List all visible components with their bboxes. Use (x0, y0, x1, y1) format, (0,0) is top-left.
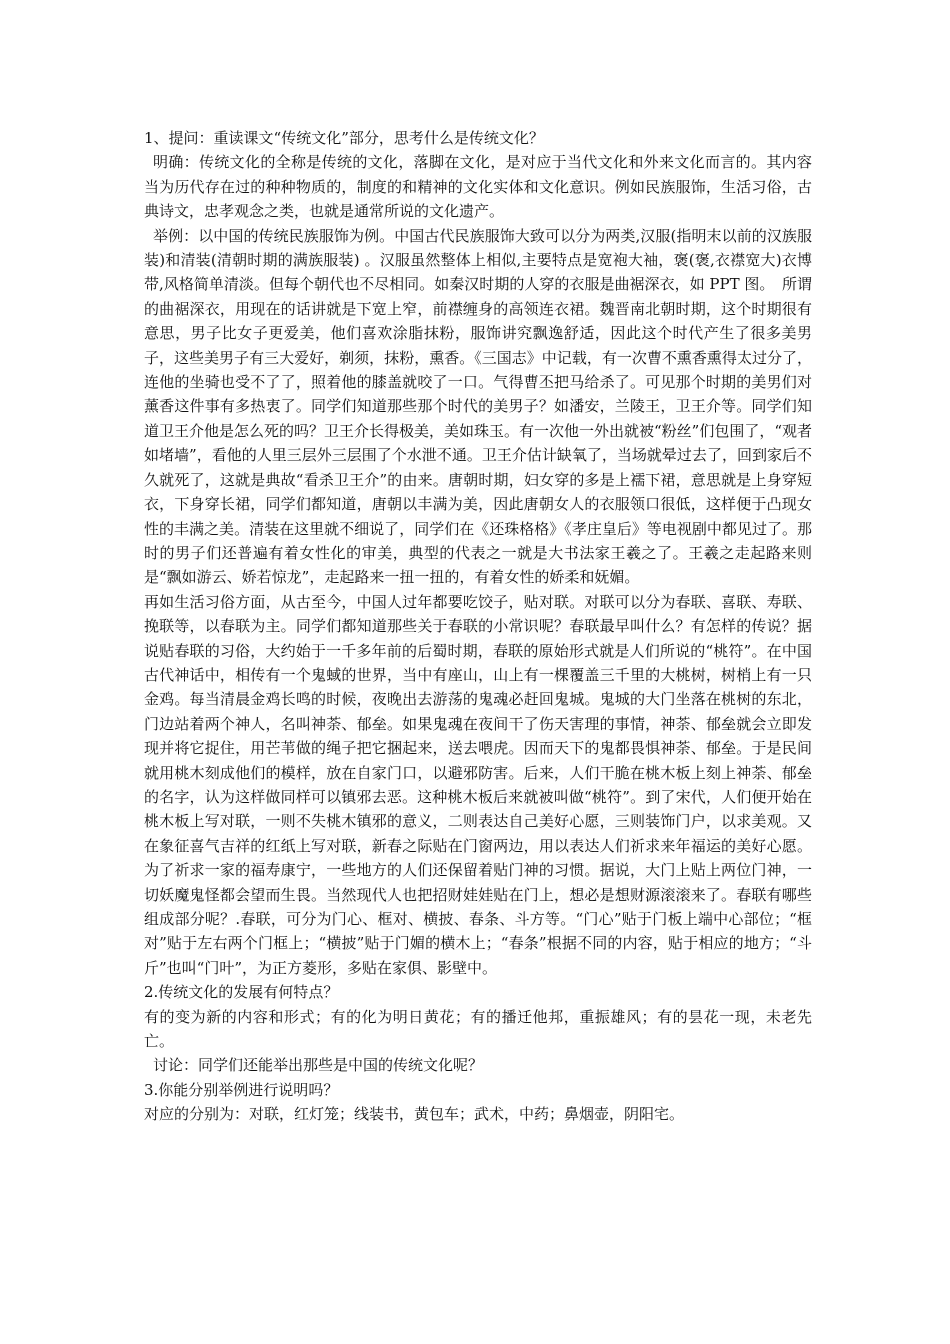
discussion: 讨论：同学们还能举出那些是中国的传统文化呢？ (153, 1056, 484, 1075)
question-1: 1、提问：重读课文“传统文化”部分，思考什么是传统文化？ (144, 129, 544, 147)
answer-3: 对应的分别为：对联，红灯笼；线装书，黄包车；武术，中药；鼻烟壶，阴阳宅。 (144, 1105, 685, 1124)
question-2: 2.传统文化的发展有何特点？ (144, 983, 339, 1002)
example-customs: 再如生活习俗方面，从古至今，中国人过年都要吃饺子，贴对联。对联可以分为春联、喜联、寿联、挽联等，以春联为主。同学们都知道那些关于春联的小常识呢？春联最早叫什么？有怎样的传说？据说贴春联的习俗，大约始于一千多年前的后蜀时期，春联的原始形式就是人们所说的“桃符”。在中国古代神话中，相传有一个鬼蜮的世界，当中有座山，山上有一棵覆盖三千里的大桃树，树梢上有一只金鸡。每当清晨金鸡长鸣的时候，夜晚出去游荡的鬼魂必赶回鬼城。鬼城的大门坐落在桃树的东北，门边站着两个神人，名叫神荼、郁垒。如果鬼魂在夜间干了伤天害理的事情，神荼、郁垒就会立即发现并将它捉住，用芒苇做的绳子把它捆起来，送去喂虎。因而天下的鬼都畏惧神荼、郁垒。于是民间就用桃木刻成他们的模样，放在自家门口，以避邪防害。后来，人们干脆在桃木板上刻上神荼、郁垒的名字，认为这样做同样可以镇邪去恶。这种桃木板后来就被叫做“桃符”。到了宋代，人们便开始在桃木板上写对联，一则不失桃木镇邪的意义，二则表达自己美好心愿，三则装饰门户，以求美观。又在象征喜气吉祥的红纸上写对联，新春之际贴在门窗两边，用以表达人们祈求来年福运的美好心愿。为了祈求一家的福寿康宁，一些地方的人们还保留着贴门神的习惯。据说，大门上贴上两位门神，一切妖魔鬼怪都会望而生畏。当然现代人也把招财娃娃贴在门上，想必是想财源滚滚来了。春联有哪些组成部分呢？.春联，可分为门心、框对、横披、春条、斗方等。“门心”贴于门板上端中心部位；“框对”贴于左右两个门框上；“横披”贴于门媚的横木上；“春条”根据不同的内容，贴于相应的地方；“斗斤”也叫“门叶”，为正方菱形，多贴在家俱、影壁中。 (144, 592, 812, 977)
answer-2: 有的变为新的内容和形式；有的化为明日黄花；有的播迁他邦，重振雄风；有的昙花一现，未老先亡。 (144, 1007, 812, 1051)
question-3: 3.你能分别举例进行说明吗？ (144, 1080, 339, 1099)
answer-1-definition: 明确：传统文化的全称是传统的文化，落脚在文化，是对应于当代文化和外来文化而言的。其内容当为历代存在过的种种物质的，制度的和精神的文化实体和文化意识。例如民族服饰，生活习俗，古典诗文，忠孝观念之类，也就是通常所说的文化遗产。 (144, 153, 812, 221)
example-clothing: 举例：以中国的传统民族服饰为例。中国古代民族服饰大致可以分为两类,汉服(指明末以前的汉族服装)和清装(清朝时期的满族服装) 。汉服虽然整体上相似,主要特点是宽袍大袖，褒(褒,衣襟宽大)衣博带,风格简单清淡。但每个朝代也不尽相同。如秦汉时期的人穿的衣服是曲裾深衣，如 PPT 图。 所谓的曲裾深衣，用现在的话讲就是下宽上窄，前襟缠身的高领连衣裙。魏晋南北朝时期，这个时期很有意思，男子比女子更爱美，他们喜欢涂脂抹粉，服饰讲究飘逸舒适，因此这个时代产生了很多美男子，这些美男子有三大爱好，剃须，抹粉，熏香。《三国志》中记载，有一次曹不熏香熏得太过分了，连他的坐骑也受不了了，照着他的膝盖就咬了一口。气得曹丕把马给杀了。可见那个时期的美男们对薰香这件事有多热衷了。同学们知道那些那个时代的美男子？如潘安，兰陵王，卫王介等。同学们知道卫王介他是怎么死的吗？卫王介长得极美，美如珠玉。有一次他一外出就被“粉丝”们包围了，“观者如堵墙”，看他的人里三层外三层围了个水泄不通。卫王介估计缺氧了，当场就晕过去了，回到家后不久就死了，这就是典故“看杀卫王介”的由来。唐朝时期，妇女穿的多是上襦下裙，意思就是上身穿短衣，下身穿长裙，同学们都知道，唐朝以丰满为美，因此唐朝女人的衣服领口很低，这样便于凸现女性的丰满之美。清装在这里就不细说了，同学们在《还珠格格》《孝庄皇后》等电视剧中都见过了。那时的男子们还普遍有着女性化的审美，典型的代表之一就是大书法家王羲之了。王羲之走起路来则是“飘如游云、娇若惊龙”，走起路来一扭一扭的，有着女性的娇柔和妩媚。 (144, 226, 813, 587)
document-body (144, 126, 812, 1127)
